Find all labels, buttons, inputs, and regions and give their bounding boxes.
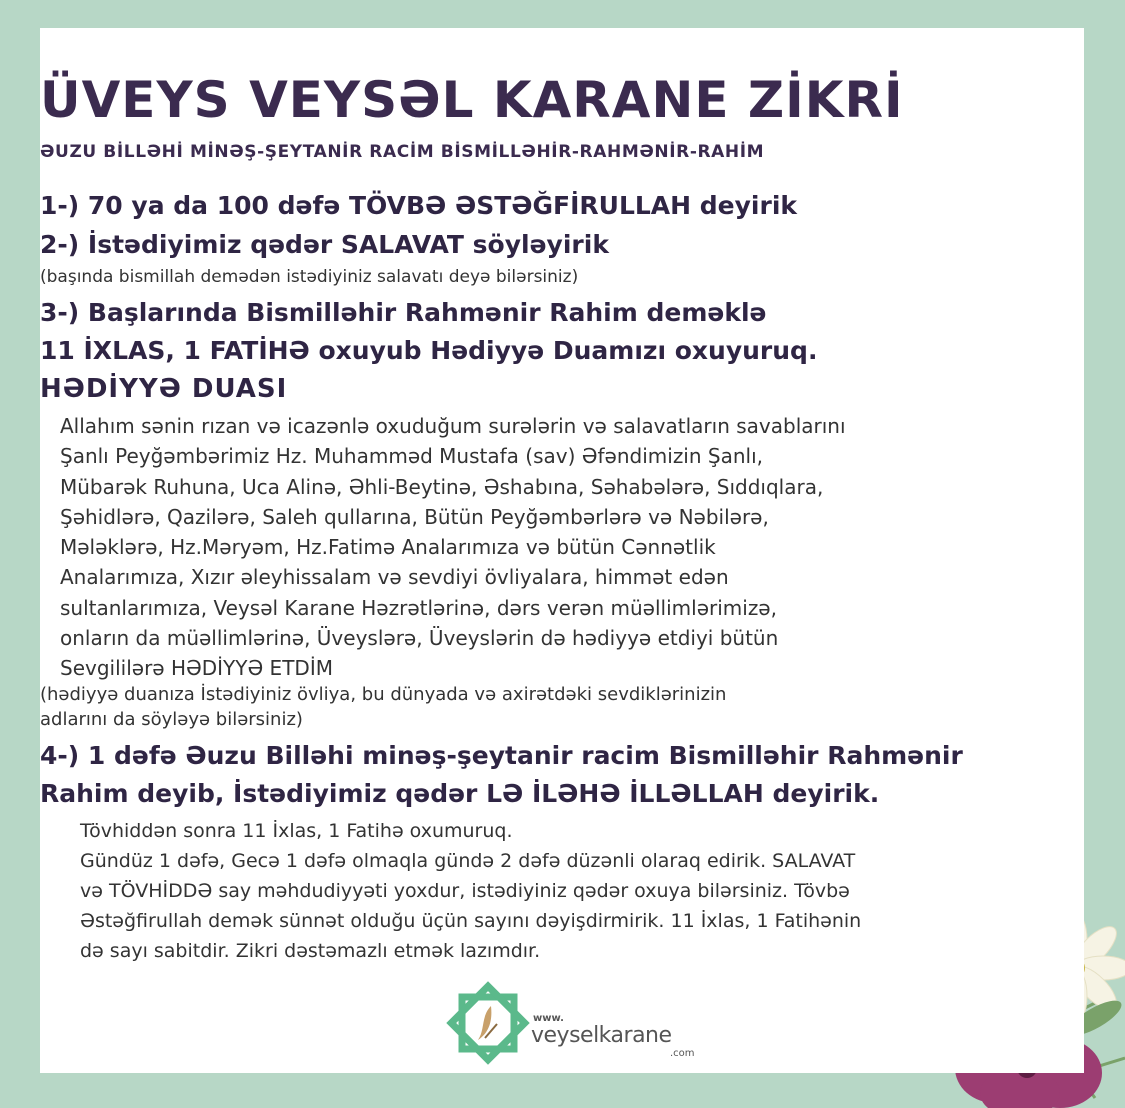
step-4-line-2: Rahim deyib, İstədiyimiz qədər LƏ İLƏHƏ İLLƏLLAH deyirik.	[40, 779, 880, 808]
step-4-line-1: 4-) 1 dəfə Əuzu Billəhi minəş-şeytanir racim Bismilləhir Rahmənir	[40, 741, 963, 770]
dua-line: Şanlı Peyğəmbərimiz Hz. Muhamməd Mustafa (sav) Əfəndimizin Şanlı,	[60, 444, 763, 469]
page-title: ÜVEYS VEYSƏL KARANE ZİKRİ	[40, 71, 904, 129]
page-subtitle: ƏUZU BİLLƏHİ MİNƏŞ-ŞEYTANİR RACİM BİSMİLLƏHİR-RAHMƏNİR-RAHİM	[40, 142, 765, 162]
closing-line: Əstəğfirullah demək sünnət olduğu üçün sayını dəyişdirmirik. 11 İxlas, 1 Fatihənin	[80, 910, 862, 932]
logo-www: www.	[533, 1013, 564, 1024]
dua-note-line: (hədiyyə duanıza İstədiyiniz övliya, bu dünyada və axirətdəki sevdiklərinizin	[40, 684, 727, 705]
dua-line: Analarımıza, Xızır əleyhissalam və sevdiyi övliyalara, himmət edən	[60, 565, 729, 590]
dua-line: onların da müəllimlərinə, Üveyslərə, Üveyslərin də hədiyyə etdiyi bütün	[60, 626, 779, 651]
dua-line: Sevgililərə HƏDİYYƏ ETDİM	[60, 656, 333, 681]
closing-line: də sayı sabitdir. Zikri dəstəmazlı etmək lazımdır.	[80, 940, 541, 962]
step-2-note: (başında bismillah demədən istədiyiniz salavatı deyə bilərsiniz)	[40, 267, 579, 287]
dua-line: Mələklərə, Hz.Məryəm, Hz.Fatimə Analarımıza və bütün Cənnətlik	[60, 535, 716, 560]
star-logo-icon	[445, 980, 531, 1066]
dua-line: Mübarək Ruhuna, Uca Alinə, Əhli-Beytinə, Əshabına, Səhabələrə, Sıddıqlara,	[60, 474, 824, 499]
step-1: 1-) 70 ya da 100 dəfə TÖVBƏ ƏSTƏĞFİRULLAH deyirik	[40, 191, 798, 220]
closing-text	[80, 816, 1044, 966]
logo-name: veyselkarane	[531, 1023, 672, 1048]
closing-line: Tövhiddən sonra 11 İxlas, 1 Fatihə oxumuruq.	[80, 820, 513, 842]
dua-title: HƏDİYYƏ DUASI	[40, 374, 288, 404]
logo-tld: .com	[670, 1048, 695, 1059]
dua-body	[60, 411, 1064, 684]
closing-line: və TÖVHİDDƏ say məhdudiyyəti yoxdur, istədiyiniz qədər oxuya bilərsiniz. Tövbə	[80, 880, 850, 902]
dua-line: Allahım sənin rızan və icazənlə oxuduğum surələrin və salavatların savablarını	[60, 414, 846, 438]
dua-note-line: adlarını da söyləyə bilərsiniz)	[40, 709, 303, 730]
step-2: 2-) İstədiyimiz qədər SALAVAT söyləyirik	[40, 230, 609, 259]
dua-line: Şəhidlərə, Qazilərə, Saleh qullarına, Bütün Peyğəmbərlərə və Nəbilərə,	[60, 504, 769, 529]
closing-line: Gündüz 1 dəfə, Gecə 1 dəfə olmaqla gündə 2 dəfə düzənli olaraq edirik. SALAVAT	[80, 850, 856, 872]
dua-line: sultanlarımıza, Veysəl Karane Həzrətlərinə, dərs verən müəllimlərimizə,	[60, 595, 777, 620]
dua-note	[40, 682, 1084, 732]
step-3-line-2: 11 İXLAS, 1 FATİHƏ oxuyub Hədiyyə Duamızı oxuyuruq.	[40, 336, 818, 365]
content-card	[40, 28, 1084, 1073]
step-3-line-1: 3-) Başlarında Bismilləhir Rahmənir Rahim deməklə	[40, 298, 767, 327]
site-logo	[445, 978, 705, 1068]
